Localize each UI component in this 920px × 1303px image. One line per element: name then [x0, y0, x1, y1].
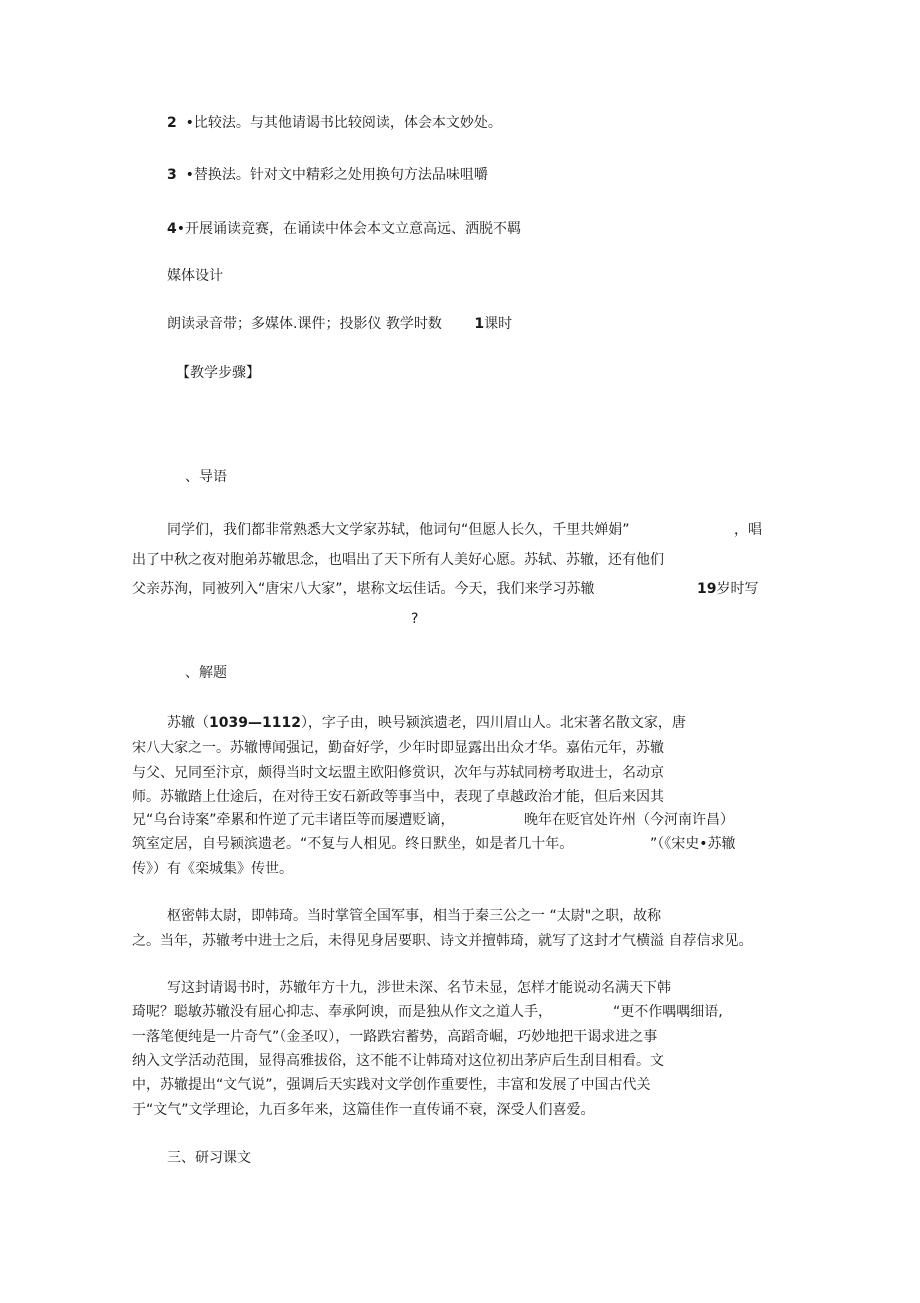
explain-p3-line-1: 写这封请谒书时，苏辙年方十九，涉世未深、名节未显，怎样才能说动名满天下韩	[167, 980, 671, 996]
method-item-2	[167, 113, 502, 133]
explain-p1-line-5: 兄“乌台诗案”牵累和忤逆了元丰诸臣等而屡遭贬谪，	[132, 812, 455, 828]
intro-heading: 、导语	[185, 469, 227, 485]
media-heading: 媒体设计	[167, 268, 223, 284]
method-text: •开展诵读竞赛，在诵读中体会本文立意高远、洒脱不羁	[176, 221, 522, 237]
hours-number: 1	[474, 316, 485, 332]
explain-p3-line-5: 中，苏辙提出“文气说”，强调后天实践对文学创作重要性，丰富和发展了中国古代关	[132, 1077, 651, 1093]
explain-p2-line-2: 之。当年，苏辙考中进士之后，未得见身居要职、诗文并擅韩琦，就写了这封才气横溢 自荐信求见。	[132, 933, 753, 949]
explain-p1-line-6-end: ”（《宋史•苏辙	[650, 836, 736, 852]
method-number: 3	[167, 167, 177, 183]
intro-line-2: 出了中秋之夜对胞弟苏辙思念，也唱出了天下所有人美好心愿。苏轼、苏辙，还有他们	[132, 552, 664, 568]
explain-p1-line-5-end: 晚年在贬官处许州（今河南许昌）	[524, 812, 734, 828]
intro-line-4: ?	[411, 611, 419, 627]
explain-heading: 、解题	[185, 665, 227, 681]
teaching-steps-heading: 【教学步骤】	[176, 365, 260, 381]
explain-p1-line-3: 与父、兄同至汴京，颇得当时文坛盟主欧阳修赏识，次年与苏轼同榜考取进士，名动京	[132, 765, 664, 781]
explain-p1-line-4: 师。苏辙踏上仕途后，在对待王安石新政等事当中，表现了卓越政治才能，但后来因其	[132, 789, 664, 805]
intro-line-3: 父亲苏洵，同被列入“唐宋八大家”，堪称文坛佳话。今天，我们来学习苏辙	[132, 581, 595, 597]
explain-p1-line-2: 宋八大家之一。苏辙博闻强记，勤奋好学，少年时即显露出出众才华。嘉佑元年，苏辙	[132, 740, 664, 756]
text-span: ），字子由，映号颍滨遗老，四川眉山人。北宋著名散文家，唐	[300, 715, 686, 731]
explain-p3-line-6: 于“文气”文学理论，九百多年来，这篇佳作一直传诵不衰，深受人们喜爱。	[132, 1102, 595, 1118]
section-3-heading: 三、研习课文	[167, 1150, 251, 1166]
hours-unit: 课时	[484, 316, 513, 332]
method-item-4	[167, 219, 521, 239]
media-line	[167, 314, 512, 334]
explain-p3-line-2: 琦呢？聪敏苏辙没有屈心抑志、奉承阿谀，而是独从作文之道人手，	[132, 1004, 552, 1020]
text-span: 苏辙（	[167, 715, 209, 731]
explain-p1-line-7: 传》）有《栾城集》传世。	[132, 861, 293, 877]
method-text: •替换法。针对文中精彩之处用换句方法品味咀嚼	[185, 167, 488, 183]
intro-line-1: 同学们，我们都非常熟悉大文学家苏轼，他词句“但愿人长久，千里共婵娟”	[167, 522, 630, 538]
age-text: 岁时写	[716, 581, 759, 597]
years: 1039—1112	[209, 715, 301, 731]
method-number: 4	[167, 221, 177, 237]
explain-p3-line-4: 纳入文学活动范围，显得高雅拔俗，这不能不让韩琦对这位初出茅庐后生刮目相看。文	[132, 1053, 664, 1069]
age-number: 19	[697, 581, 717, 597]
explain-p3-line-2-end: “更不作喁喁细语,	[613, 1004, 723, 1020]
media-text: 朗读录音带；多媒体.课件；投影仪 教学时数	[167, 316, 442, 332]
method-text: •比较法。与其他请谒书比较阅读，体会本文妙处。	[185, 115, 502, 131]
explain-p3-line-3: 一落笔便纯是一片奇气”（金圣叹），一路跌宕蓄势，高蹈奇崛，巧妙地把干谒求进之事	[132, 1029, 658, 1045]
explain-p2-line-1: 枢密韩太尉，即韩琦。当时掌管全国军事，相当于秦三公之一 “太尉"之职，故称	[167, 908, 662, 924]
intro-line-1-end: ，唱	[734, 522, 762, 538]
method-item-3	[167, 165, 488, 185]
method-number: 2	[167, 115, 177, 131]
intro-line-3-end	[697, 579, 758, 599]
explain-p1-line-6: 筑室定居，自号颍滨遗老。“不复与人相见。终日默坐，如是者几十年。	[132, 836, 574, 852]
explain-p1-line-1	[167, 713, 686, 733]
